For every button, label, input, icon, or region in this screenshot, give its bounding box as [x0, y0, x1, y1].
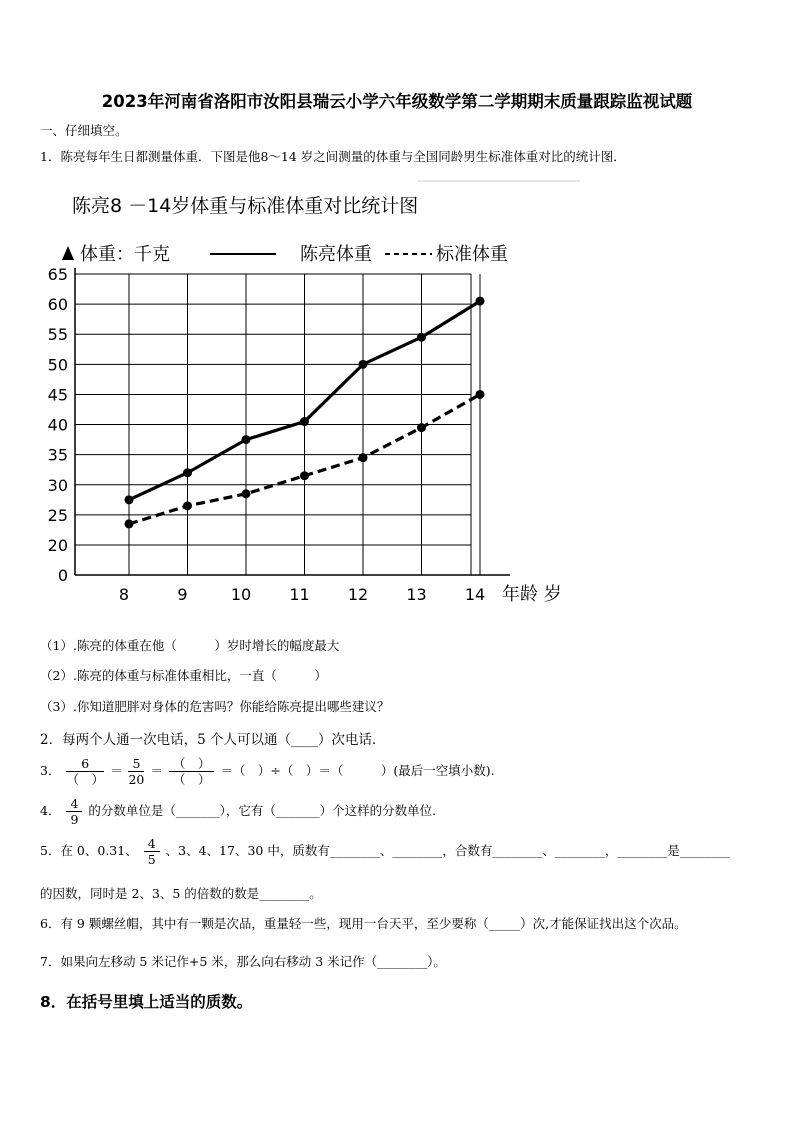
fraction-blank-over-blank: $\frac{( )}{( )}$: [169, 756, 215, 787]
y-tick-55: 55: [47, 325, 68, 345]
question-8: 8．在括号里填上适当的质数。: [40, 993, 253, 1011]
legend-label-standard: 标准体重: [436, 244, 508, 265]
x-tick-10: 10: [230, 585, 252, 604]
question-1-1: （1）.陈亮的体重在他（ ）岁时增长的幅度最大: [40, 638, 340, 653]
x-tick-14: 14: [464, 585, 486, 604]
fraction-4-over-5: $\frac{4}{5}$: [144, 836, 160, 867]
data-point-chenliang-13: [417, 333, 426, 342]
data-point-standard-14: [476, 390, 485, 399]
legend-label-chenliang: 陈亮体重: [300, 244, 372, 265]
chart-title: 陈亮8 －14岁体重与标准体重对比统计图: [72, 195, 419, 217]
data-point-chenliang-14: [476, 297, 485, 306]
y-axis-arrow: [62, 246, 74, 260]
question-6: 6．有 9 颗螺丝帽，其中有一颗是次品，重量轻一些，现用一台天平，至少要称（_____）次,才能保证找出这个次品。: [40, 916, 687, 931]
y-tick-65: 65: [47, 265, 68, 284]
data-point-chenliang-12: [359, 360, 368, 369]
y-tick-50: 50: [47, 355, 68, 375]
question-1: 1．陈亮每年生日都测量体重．下图是他8～14 岁之间测量的体重与全国同龄男生标准体重对比的统计图．: [40, 149, 626, 164]
section-heading: 一、仔细填空。: [40, 123, 128, 138]
y-tick-25: 25: [47, 505, 68, 525]
fraction-6-over-blank: $\frac{6}{( )}$: [66, 756, 104, 787]
fraction-5-over-20: $\frac{5}{20}$: [128, 756, 145, 787]
question-5-line-2: 的因数，同时是 2、3、5 的倍数的数是________。: [40, 886, 322, 901]
x-axis-label: 年龄 岁: [502, 584, 562, 605]
fraction-4-over-9: $\frac{4}{9}$: [66, 796, 82, 827]
question-1-3: （3）.你知道肥胖对身体的危害吗？你能给陈亮提出哪些建议？: [40, 699, 390, 714]
data-point-standard-11: [300, 471, 309, 480]
y-tick-30: 30: [47, 475, 68, 495]
question-4: 4． $\frac{4}{9}$ 的分数单位是（_______），它有（_______）个这样的分数单位.: [40, 796, 437, 827]
data-point-standard-8: [125, 519, 134, 528]
x-tick-11: 11: [289, 585, 310, 604]
weight-comparison-chart: [40, 180, 600, 610]
y-tick-20: 20: [47, 536, 68, 555]
question-2: 2．每两个人通一次电话，5 个人可以通（____）次电话．: [40, 732, 386, 748]
question-5: 5．在 0、0.31、 $\frac{4}{5}$ 、3、4、17、30 中，质数有________、________，合数有________、________，________是________: [40, 836, 730, 867]
question-3-number: 3．: [40, 763, 61, 778]
y-tick-60: 60: [47, 295, 68, 315]
page-title: 2023年河南省洛阳市汝阳县瑞云小学六年级数学第二学期期末质量跟踪监视试题: [101, 92, 693, 111]
x-tick-9: 9: [177, 585, 188, 604]
question-3: 3． $\frac{6}{( )}$ ＝ $\frac{5}{20}$ ＝ $\frac{( )}{( )}$ ＝（ ）÷（ ）＝（ ）(最后一空填小数).: [40, 756, 495, 787]
y-tick-0: 0: [57, 566, 68, 585]
data-point-chenliang-9: [183, 468, 192, 477]
y-axis-label-text: 体重：千克: [80, 244, 170, 265]
data-point-chenliang-8: [125, 495, 134, 504]
data-point-chenliang-11: [300, 417, 309, 426]
question-7: 7．如果向左移动 5 米记作+5 米，那么向右移动 3 米记作（________）。: [40, 954, 446, 969]
data-point-standard-10: [242, 489, 251, 498]
data-point-chenliang-10: [242, 435, 251, 444]
question-1-2: （2）.陈亮的体重与标准体重相比，一直（ ）: [40, 668, 327, 683]
data-point-standard-13: [417, 423, 426, 432]
x-tick-12: 12: [347, 585, 369, 604]
y-tick-45: 45: [47, 385, 68, 405]
x-tick-13: 13: [406, 585, 427, 604]
x-tick-8: 8: [118, 585, 130, 604]
y-tick-40: 40: [47, 415, 68, 435]
data-point-standard-9: [183, 501, 192, 510]
chart-legend: [62, 244, 508, 265]
data-point-standard-12: [359, 453, 368, 462]
y-tick-35: 35: [47, 445, 68, 465]
chart-axes: [75, 268, 510, 575]
